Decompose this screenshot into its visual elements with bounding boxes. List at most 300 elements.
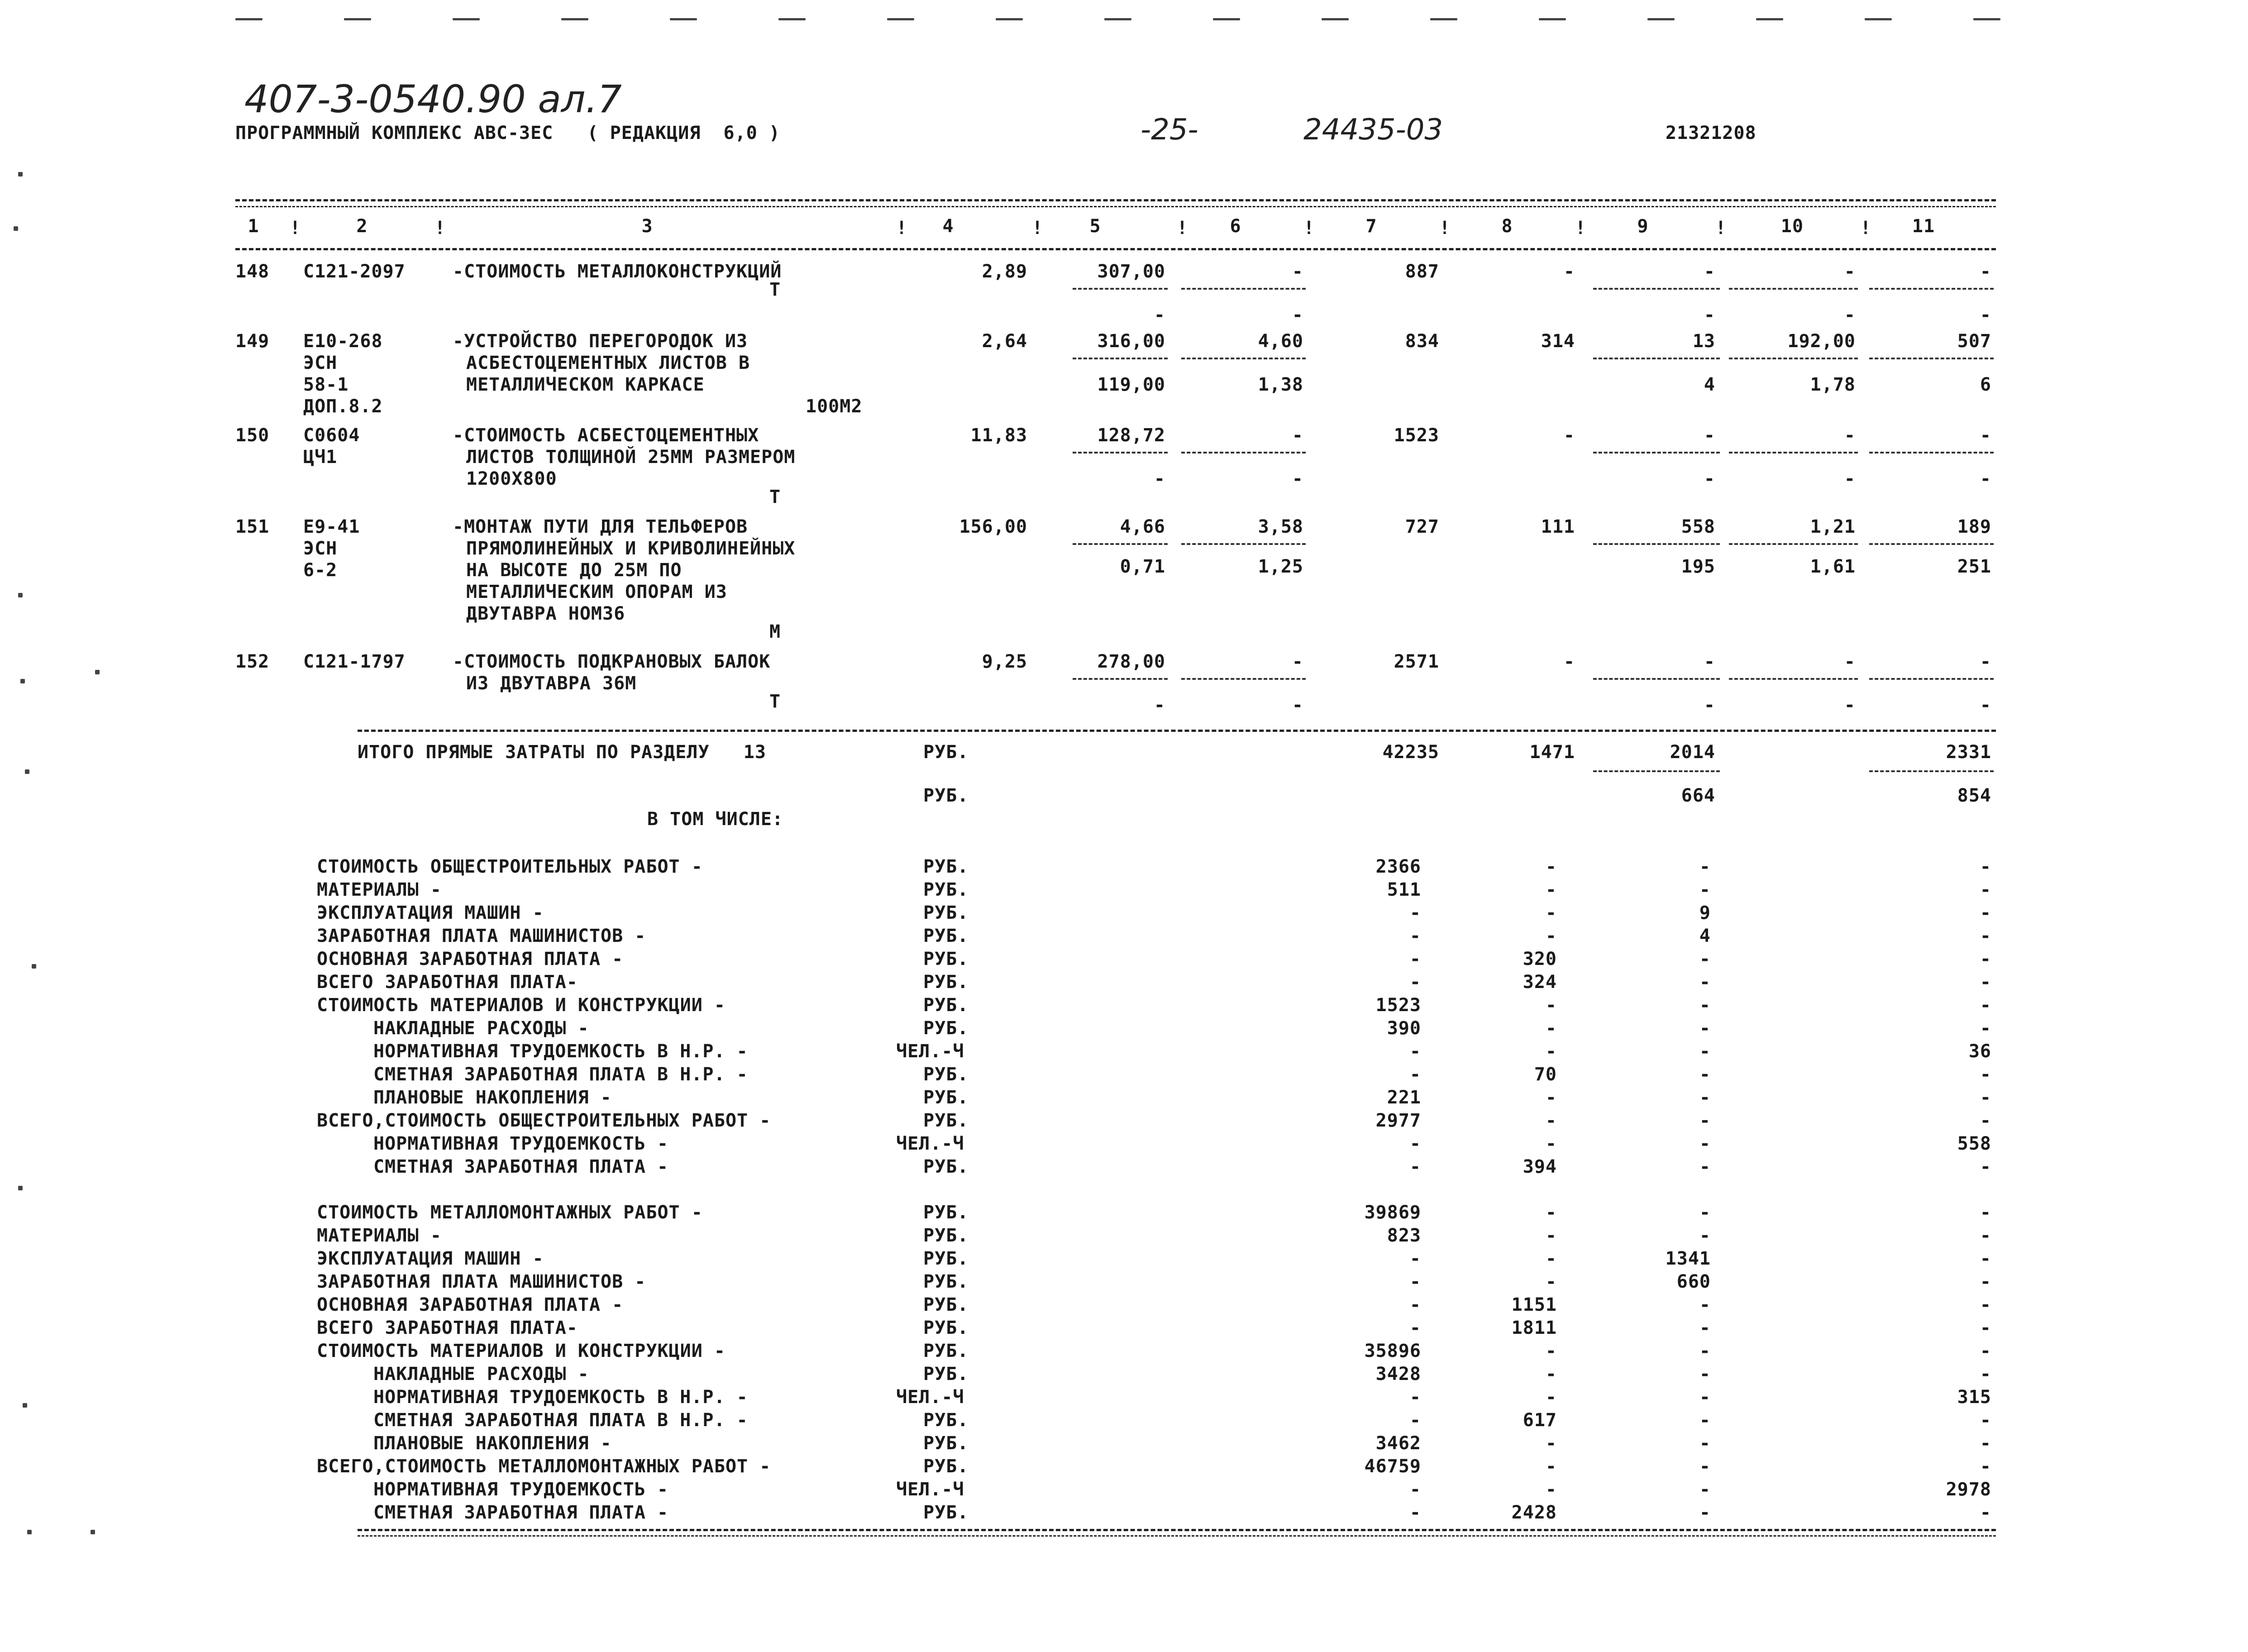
breakdown-label: СТОИМОСТЬ МАТЕРИАЛОВ И КОНСТРУКЦИИ - — [317, 995, 725, 1016]
item-quantity: 2,64 — [982, 331, 1027, 352]
breakdown-col9: - — [1699, 972, 1711, 993]
breakdown-col8: 394 — [1523, 1156, 1557, 1177]
item-machine-cost: - — [1292, 261, 1303, 282]
column-header-8: 8 — [1501, 216, 1513, 237]
breakdown-col9: 4 — [1699, 926, 1711, 946]
breakdown-label: НАКЛАДНЫЕ РАСХОДЫ - — [373, 1018, 589, 1039]
totals-label: ИТОГО ПРЯМЫЕ ЗАТРАТЫ ПО РАЗДЕЛУ 13 — [358, 742, 766, 763]
item-wage: - — [1563, 261, 1575, 282]
sub-rule — [1073, 678, 1168, 680]
item-machine-second: 1,38 — [1258, 374, 1303, 395]
sub-rule — [1073, 288, 1168, 290]
breakdown-col7: 823 — [1387, 1225, 1421, 1246]
breakdown-unit: ЧЕЛ.-Ч — [896, 1387, 964, 1408]
breakdown-col7: - — [1409, 1410, 1421, 1431]
scan-dash — [1322, 18, 1349, 20]
top-rule-2 — [235, 206, 1996, 207]
item-col11-second: - — [1980, 695, 1991, 716]
header-bottom-rule — [235, 248, 1996, 250]
sub-rule — [1593, 678, 1720, 680]
breakdown-col7: 46759 — [1364, 1456, 1421, 1477]
item-description-line: 1200Х800 — [466, 468, 557, 489]
breakdown-unit: ЧЕЛ.-Ч — [896, 1041, 964, 1062]
breakdown-col8: 1151 — [1511, 1294, 1557, 1315]
breakdown-col7: - — [1409, 1387, 1421, 1408]
breakdown-unit: РУБ. — [923, 856, 969, 877]
breakdown-col8: - — [1545, 995, 1557, 1016]
scan-dash — [453, 18, 480, 20]
breakdown-col8: - — [1545, 1133, 1557, 1154]
column-separator: ! — [1575, 218, 1587, 239]
item-col9: - — [1704, 651, 1715, 672]
scan-dash — [1865, 18, 1892, 20]
scan-speck — [18, 172, 23, 177]
breakdown-col9: - — [1699, 995, 1711, 1016]
breakdown-label: ПЛАНОВЫЕ НАКОПЛЕНИЯ - — [373, 1087, 612, 1108]
breakdown-col9: - — [1699, 1133, 1711, 1154]
breakdown-unit: РУБ. — [923, 902, 969, 923]
breakdown-label: ВСЕГО ЗАРАБОТНАЯ ПЛАТА- — [317, 1318, 578, 1338]
scan-dash — [1539, 18, 1566, 20]
breakdown-col9: - — [1699, 1110, 1711, 1131]
item-quantity: 2,89 — [982, 261, 1027, 282]
item-wage: - — [1563, 425, 1575, 446]
item-price-second: - — [1154, 305, 1165, 325]
item-code-line: ЦЧ1 — [303, 447, 338, 468]
item-col9-second: - — [1704, 305, 1715, 325]
breakdown-col7: - — [1409, 902, 1421, 923]
item-col11-second: - — [1980, 305, 1991, 325]
item-code-line: 58-1 — [303, 374, 349, 395]
item-number: 148 — [235, 261, 270, 282]
sub-rule — [1181, 543, 1306, 545]
item-col10: 192,00 — [1787, 331, 1856, 352]
breakdown-label: НОРМАТИВНАЯ ТРУДОЕМКОСТЬ В Н.Р. - — [373, 1041, 748, 1062]
breakdown-col11: - — [1980, 995, 1991, 1016]
breakdown-unit: РУБ. — [923, 1110, 969, 1131]
breakdown-col8: - — [1545, 1387, 1557, 1408]
scan-speck — [95, 670, 100, 674]
item-col10-second: - — [1844, 468, 1856, 489]
item-col11-second: 251 — [1957, 556, 1991, 577]
sub-rule — [1869, 358, 1994, 359]
breakdown-col8: - — [1545, 1364, 1557, 1385]
item-col9: - — [1704, 261, 1715, 282]
breakdown-label: СТОИМОСТЬ ОБЩЕСТРОИТЕЛЬНЫХ РАБОТ - — [317, 856, 703, 877]
item-number: 151 — [235, 516, 270, 537]
breakdown-label: ЗАРАБОТНАЯ ПЛАТА МАШИНИСТОВ - — [317, 926, 646, 946]
breakdown-label: НАКЛАДНЫЕ РАСХОДЫ - — [373, 1364, 589, 1385]
item-description: -СТОИМОСТЬ МЕТАЛЛОКОНСТРУКЦИЙ — [453, 261, 782, 282]
column-separator: ! — [290, 218, 301, 239]
breakdown-col8: - — [1545, 1087, 1557, 1108]
breakdown-col9: - — [1699, 1410, 1711, 1431]
breakdown-col9: - — [1699, 856, 1711, 877]
breakdown-col8: 617 — [1523, 1410, 1557, 1431]
sub-rule — [1593, 452, 1720, 454]
item-col9-second: - — [1704, 468, 1715, 489]
scan-speck — [32, 964, 36, 969]
item-quantity: 156,00 — [959, 516, 1027, 537]
bottom-rule-2 — [358, 1535, 1996, 1537]
column-header-1: 1 — [248, 216, 259, 237]
item-total: 887 — [1405, 261, 1439, 282]
breakdown-col11: - — [1980, 1456, 1991, 1477]
sub-rule — [1181, 358, 1306, 359]
column-header-9: 9 — [1637, 216, 1649, 237]
item-description-line: НА ВЫСОТЕ ДО 25М ПО — [466, 560, 682, 581]
scan-dash — [1756, 18, 1783, 20]
breakdown-col9: - — [1699, 1018, 1711, 1039]
breakdown-col11: - — [1980, 1271, 1991, 1292]
item-machine-second: 1,25 — [1258, 556, 1303, 577]
column-header-10: 10 — [1780, 216, 1804, 237]
item-col11: - — [1980, 651, 1991, 672]
item-col11: - — [1980, 425, 1991, 446]
breakdown-col7: 390 — [1387, 1018, 1421, 1039]
scan-dash — [1430, 18, 1457, 20]
breakdown-label: ВСЕГО,СТОИМОСТЬ ОБЩЕСТРОИТЕЛЬНЫХ РАБОТ - — [317, 1110, 771, 1131]
breakdown-col8: 1811 — [1511, 1318, 1557, 1338]
item-col10: - — [1844, 425, 1856, 446]
breakdown-col11: 558 — [1957, 1133, 1991, 1154]
item-unit: Т — [769, 487, 781, 507]
sub-rule — [1073, 358, 1168, 359]
breakdown-col11: - — [1980, 1018, 1991, 1039]
breakdown-col8: - — [1545, 1433, 1557, 1454]
sub-rule — [1869, 452, 1994, 454]
breakdown-col7: - — [1409, 1271, 1421, 1292]
breakdown-col7: - — [1409, 1318, 1421, 1338]
breakdown-col11: - — [1980, 879, 1991, 900]
totals-col9-second: 664 — [1681, 785, 1715, 806]
column-separator: ! — [1303, 218, 1315, 239]
item-code: Е9-41 — [303, 516, 360, 537]
breakdown-col9: - — [1699, 1064, 1711, 1085]
breakdown-col7: - — [1409, 949, 1421, 969]
item-unit: Т — [769, 691, 781, 712]
breakdown-col7: 39869 — [1364, 1202, 1421, 1223]
breakdown-unit: РУБ. — [923, 1364, 969, 1385]
item-description: -УСТРОЙСТВО ПЕРЕГОРОДОК ИЗ — [453, 331, 748, 352]
item-code-line: 6-2 — [303, 560, 338, 581]
breakdown-label: НОРМАТИВНАЯ ТРУДОЕМКОСТЬ - — [373, 1133, 669, 1154]
item-total: 1523 — [1394, 425, 1439, 446]
breakdown-label: ВСЕГО,СТОИМОСТЬ МЕТАЛЛОМОНТАЖНЫХ РАБОТ - — [317, 1456, 771, 1477]
breakdown-col9: - — [1699, 1502, 1711, 1523]
totals-col11: 2331 — [1946, 742, 1991, 763]
breakdown-label: ЗАРАБОТНАЯ ПЛАТА МАШИНИСТОВ - — [317, 1271, 646, 1292]
breakdown-col7: - — [1409, 972, 1421, 993]
column-header-7: 7 — [1365, 216, 1377, 237]
breakdown-col7: - — [1409, 1294, 1421, 1315]
breakdown-col7: - — [1409, 1133, 1421, 1154]
item-col10: - — [1844, 261, 1856, 282]
item-price: 278,00 — [1097, 651, 1165, 672]
breakdown-col11: - — [1980, 856, 1991, 877]
breakdown-col11: 36 — [1968, 1041, 1991, 1062]
item-col9: 558 — [1681, 516, 1715, 537]
item-col10-second: 1,61 — [1810, 556, 1856, 577]
item-machine-cost: 3,58 — [1258, 516, 1303, 537]
column-separator: ! — [1715, 218, 1727, 239]
breakdown-col8: 324 — [1523, 972, 1557, 993]
item-price-second: 119,00 — [1097, 374, 1165, 395]
doc-number: 21321208 — [1666, 123, 1756, 143]
sub-rule — [1729, 543, 1858, 545]
breakdown-col11: - — [1980, 1341, 1991, 1361]
breakdown-col8: 70 — [1534, 1064, 1557, 1085]
scan-speck — [14, 226, 18, 231]
item-wage: 314 — [1541, 331, 1575, 352]
item-col11-second: - — [1980, 468, 1991, 489]
breakdown-col9: - — [1699, 1156, 1711, 1177]
scan-dash — [887, 18, 914, 20]
breakdown-col7: 3428 — [1375, 1364, 1421, 1385]
breakdown-label: МАТЕРИАЛЫ - — [317, 879, 442, 900]
breakdown-col9: - — [1699, 1225, 1711, 1246]
breakdown-unit: РУБ. — [923, 1202, 969, 1223]
scan-speck — [23, 1403, 27, 1408]
breakdown-unit: РУБ. — [923, 926, 969, 946]
handwritten-number: 24435-03 — [1303, 113, 1443, 147]
item-machine-cost: 4,60 — [1258, 331, 1303, 352]
sub-rule — [1869, 678, 1994, 680]
breakdown-col11: - — [1980, 1502, 1991, 1523]
breakdown-label: СТОИМОСТЬ МЕТАЛЛОМОНТАЖНЫХ РАБОТ - — [317, 1202, 703, 1223]
breakdown-col11: 2978 — [1946, 1479, 1991, 1500]
breakdown-col11: - — [1980, 926, 1991, 946]
breakdown-unit: ЧЕЛ.-Ч — [896, 1479, 964, 1500]
breakdown-col9: 660 — [1676, 1271, 1711, 1292]
scan-dash — [996, 18, 1023, 20]
breakdown-label: ВСЕГО ЗАРАБОТНАЯ ПЛАТА- — [317, 972, 578, 993]
breakdown-col7: 3462 — [1375, 1433, 1421, 1454]
item-col9-second: - — [1704, 695, 1715, 716]
breakdown-col7: - — [1409, 1248, 1421, 1269]
handwritten-code: 407-3-0540.90 ал.7 — [244, 77, 622, 121]
breakdown-col7: - — [1409, 1479, 1421, 1500]
breakdown-unit: РУБ. — [923, 1433, 969, 1454]
breakdown-unit: РУБ. — [923, 1018, 969, 1039]
breakdown-unit: РУБ. — [923, 1410, 969, 1431]
page-number: -25- — [1141, 113, 1198, 147]
breakdown-col7: 511 — [1387, 879, 1421, 900]
item-wage: 111 — [1541, 516, 1575, 537]
breakdown-col9: 1341 — [1665, 1248, 1711, 1269]
item-price: 4,66 — [1120, 516, 1165, 537]
item-description: -СТОИМОСТЬ АСБЕСТОЦЕМЕНТНЫХ — [453, 425, 759, 446]
including-label: В ТОМ ЧИСЛЕ: — [647, 809, 783, 830]
item-description-line: ПРЯМОЛИНЕЙНЫХ И КРИВОЛИНЕЙНЫХ — [466, 538, 796, 559]
column-separator: ! — [1860, 218, 1872, 239]
breakdown-col9: - — [1699, 879, 1711, 900]
column-header-5: 5 — [1089, 216, 1101, 237]
breakdown-col9: - — [1699, 1387, 1711, 1408]
breakdown-col7: 221 — [1387, 1087, 1421, 1108]
breakdown-col8: - — [1545, 1271, 1557, 1292]
breakdown-col7: - — [1409, 1502, 1421, 1523]
item-col10: 1,21 — [1810, 516, 1856, 537]
breakdown-col11: - — [1980, 1433, 1991, 1454]
breakdown-col9: - — [1699, 949, 1711, 969]
breakdown-unit: РУБ. — [923, 1294, 969, 1315]
scan-dash — [1104, 18, 1131, 20]
breakdown-col9: - — [1699, 1479, 1711, 1500]
breakdown-col9: - — [1699, 1294, 1711, 1315]
sub-rule — [1869, 770, 1994, 772]
breakdown-col11: - — [1980, 1248, 1991, 1269]
column-header-3: 3 — [641, 216, 653, 237]
breakdown-col8: - — [1545, 879, 1557, 900]
scan-dash — [778, 18, 806, 20]
breakdown-col11: - — [1980, 902, 1991, 923]
item-number: 152 — [235, 651, 270, 672]
breakdown-col8: - — [1545, 1248, 1557, 1269]
breakdown-col11: - — [1980, 1064, 1991, 1085]
breakdown-unit: РУБ. — [923, 1156, 969, 1177]
breakdown-col7: - — [1409, 1064, 1421, 1085]
totals-unit-second: РУБ. — [923, 785, 969, 806]
item-code-line: ЭСН — [303, 353, 338, 373]
item-col10: - — [1844, 651, 1856, 672]
breakdown-unit: РУБ. — [923, 972, 969, 993]
breakdown-col11: - — [1980, 1410, 1991, 1431]
item-code-line: ЭСН — [303, 538, 338, 559]
sub-rule — [1593, 770, 1720, 772]
sub-rule — [1729, 288, 1858, 290]
item-col11: - — [1980, 261, 1991, 282]
breakdown-col9: - — [1699, 1341, 1711, 1361]
breakdown-label: СМЕТНАЯ ЗАРАБОТНАЯ ПЛАТА В Н.Р. - — [373, 1410, 748, 1431]
item-number: 149 — [235, 331, 270, 352]
column-header-6: 6 — [1230, 216, 1241, 237]
breakdown-col8: - — [1545, 1479, 1557, 1500]
totals-col8: 1471 — [1529, 742, 1575, 763]
breakdown-col9: - — [1699, 1318, 1711, 1338]
sub-rule — [1729, 452, 1858, 454]
item-col10-second: - — [1844, 695, 1856, 716]
item-description-line: ЛИСТОВ ТОЛЩИНОЙ 25ММ РАЗМЕРОМ — [466, 447, 796, 468]
item-wage: - — [1563, 651, 1575, 672]
breakdown-unit: РУБ. — [923, 1502, 969, 1523]
scan-speck — [18, 1186, 23, 1190]
column-header-2: 2 — [356, 216, 368, 237]
breakdown-col7: 2977 — [1375, 1110, 1421, 1131]
scan-speck — [25, 769, 29, 774]
item-total: 2571 — [1394, 651, 1439, 672]
item-code: С0604 — [303, 425, 360, 446]
sub-rule — [1073, 452, 1168, 454]
item-description: -МОНТАЖ ПУТИ ДЛЯ ТЕЛЬФЕРОВ — [453, 516, 748, 537]
breakdown-col11: - — [1980, 1294, 1991, 1315]
breakdown-label: СМЕТНАЯ ЗАРАБОТНАЯ ПЛАТА В Н.Р. - — [373, 1064, 748, 1085]
breakdown-label: ЭКСПЛУАТАЦИЯ МАШИН - — [317, 902, 544, 923]
breakdown-col11: - — [1980, 1110, 1991, 1131]
breakdown-col7: - — [1409, 926, 1421, 946]
breakdown-label: МАТЕРИАЛЫ - — [317, 1225, 442, 1246]
item-unit: 100М2 — [806, 396, 863, 417]
breakdown-col7: - — [1409, 1041, 1421, 1062]
item-col11-second: 6 — [1980, 374, 1991, 395]
item-quantity: 9,25 — [982, 651, 1027, 672]
breakdown-col11: - — [1980, 1156, 1991, 1177]
breakdown-col7: 35896 — [1364, 1341, 1421, 1361]
breakdown-unit: РУБ. — [923, 1318, 969, 1338]
breakdown-col8: - — [1545, 856, 1557, 877]
item-number: 150 — [235, 425, 270, 446]
breakdown-label: НОРМАТИВНАЯ ТРУДОЕМКОСТЬ В Н.Р. - — [373, 1387, 748, 1408]
item-code: С121-1797 — [303, 651, 406, 672]
item-col11: 189 — [1957, 516, 1991, 537]
breakdown-unit: РУБ. — [923, 1271, 969, 1292]
breakdown-unit: РУБ. — [923, 1064, 969, 1085]
breakdown-col9: - — [1699, 1202, 1711, 1223]
column-header-4: 4 — [942, 216, 954, 237]
breakdown-label: ОСНОВНАЯ ЗАРАБОТНАЯ ПЛАТА - — [317, 949, 624, 969]
breakdown-col11: - — [1980, 1087, 1991, 1108]
sub-rule — [1181, 678, 1306, 680]
breakdown-col8: 2428 — [1511, 1502, 1557, 1523]
sub-rule — [1869, 288, 1994, 290]
top-rule — [235, 199, 1996, 201]
item-col9-second: 195 — [1681, 556, 1715, 577]
item-machine-cost: - — [1292, 425, 1303, 446]
breakdown-col9: - — [1699, 1364, 1711, 1385]
breakdown-col8: - — [1545, 1110, 1557, 1131]
sub-rule — [1181, 288, 1306, 290]
breakdown-col7: 2366 — [1375, 856, 1421, 877]
breakdown-label: СМЕТНАЯ ЗАРАБОТНАЯ ПЛАТА - — [373, 1502, 669, 1523]
scan-dash — [1647, 18, 1675, 20]
breakdown-col8: - — [1545, 1341, 1557, 1361]
item-col11: 507 — [1957, 331, 1991, 352]
breakdown-col8: - — [1545, 1202, 1557, 1223]
sub-rule — [1729, 678, 1858, 680]
breakdown-unit: РУБ. — [923, 1248, 969, 1269]
item-code: С121-2097 — [303, 261, 406, 282]
totals-unit: РУБ. — [923, 742, 969, 763]
sub-rule — [1729, 358, 1858, 359]
breakdown-col8: 320 — [1523, 949, 1557, 969]
column-separator: ! — [896, 218, 908, 239]
scan-dash — [235, 18, 263, 20]
item-unit: Т — [769, 279, 781, 300]
sub-rule — [1593, 288, 1720, 290]
breakdown-col9: - — [1699, 1087, 1711, 1108]
breakdown-unit: РУБ. — [923, 1087, 969, 1108]
breakdown-unit: РУБ. — [923, 879, 969, 900]
breakdown-label: ПЛАНОВЫЕ НАКОПЛЕНИЯ - — [373, 1433, 612, 1454]
scan-dash — [1213, 18, 1240, 20]
item-description-line: ИЗ ДВУТАВРА 36М — [466, 673, 637, 694]
totals-col9: 2014 — [1670, 742, 1715, 763]
breakdown-label: ЭКСПЛУАТАЦИЯ МАШИН - — [317, 1248, 544, 1269]
item-total: 834 — [1405, 331, 1439, 352]
breakdown-col8: - — [1545, 926, 1557, 946]
scan-dash — [1973, 18, 2000, 20]
scan-speck — [27, 1530, 32, 1534]
breakdown-col9: - — [1699, 1041, 1711, 1062]
breakdown-unit: ЧЕЛ.-Ч — [896, 1133, 964, 1154]
breakdown-col9: 9 — [1699, 902, 1711, 923]
item-total: 727 — [1405, 516, 1439, 537]
breakdown-col8: - — [1545, 1456, 1557, 1477]
breakdown-col9: - — [1699, 1433, 1711, 1454]
scan-speck — [20, 679, 25, 683]
breakdown-col7: - — [1409, 1156, 1421, 1177]
sub-rule — [1869, 543, 1994, 545]
